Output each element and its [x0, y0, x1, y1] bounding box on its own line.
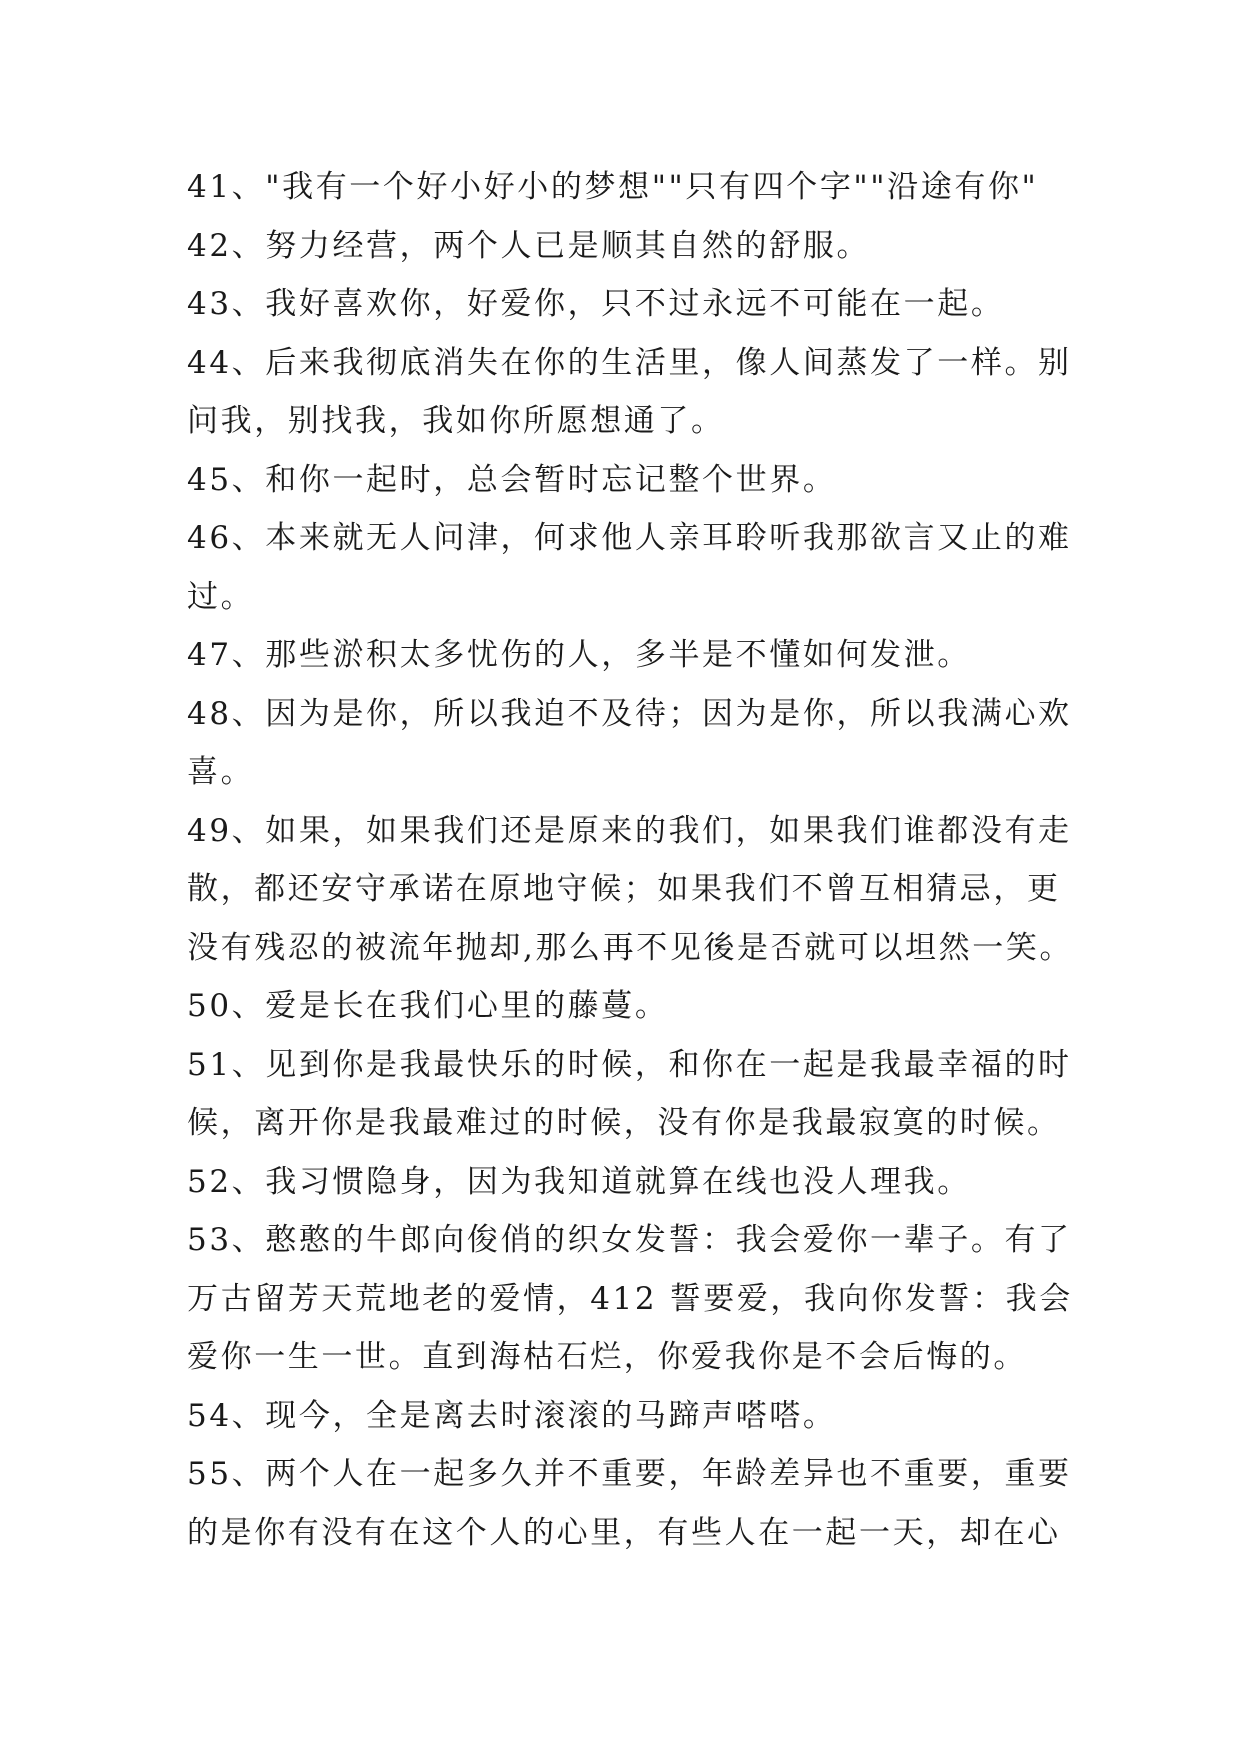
text-line: 散，都还安守承诺在原地守候；如果我们不曾互相猜忌，更 — [187, 871, 1061, 907]
text-line: 问我，别找我，我如你所愿想通了。 — [187, 403, 725, 439]
text-line: 43、我好喜欢你，好爱你，只不过永远不可能在一起。 — [187, 286, 1005, 322]
text-line: 48、因为是你，所以我迫不及待；因为是你，所以我满心欢 — [187, 695, 1072, 732]
document-body — [187, 158, 1074, 1562]
text-line: 54、现今，全是离去时滚滚的马蹄声嗒嗒。 — [187, 1397, 837, 1434]
text-line: 55、两个人在一起多久并不重要，年龄差异也不重要，重要 — [187, 1456, 1072, 1492]
text-line: 喜。 — [187, 754, 255, 790]
text-line: 50、爱是长在我们心里的藤蔓。 — [187, 988, 669, 1024]
text-line: 的是你有没有在这个人的心里，有些人在一起一天，却在心 — [187, 1514, 1061, 1551]
text-line: 46、本来就无人问津，何求他人亲耳聆听我那欲言又止的难 — [187, 520, 1072, 556]
text-line: 47、那些淤积太多忧伤的人，多半是不懂如何发泄。 — [187, 637, 971, 673]
text-line: 53、憨憨的牛郎向俊俏的织女发誓：我会爱你一辈子。有了 — [187, 1222, 1072, 1258]
text-line: 没有残忍的被流年抛却,那么再不见後是否就可以坦然一笑。 — [187, 929, 1074, 966]
text-line: 52、我习惯隐身，因为我知道就算在线也没人理我。 — [187, 1163, 971, 1200]
text-line: 候，离开你是我最难过的时候，没有你是我最寂寞的时候。 — [187, 1105, 1061, 1141]
text-line: 爱你一生一世。直到海枯石烂，你爱我你是不会后悔的。 — [187, 1339, 1027, 1375]
text-line: 41、"我有一个好小好小的梦想""只有四个字""沿途有你" — [187, 169, 1039, 205]
text-line: 42、努力经营，两个人已是顺其自然的舒服。 — [187, 227, 871, 264]
text-line: 44、后来我彻底消失在你的生活里，像人间蒸发了一样。别 — [187, 344, 1072, 381]
text-line: 过。 — [187, 578, 255, 615]
text-line: 49、如果，如果我们还是原来的我们，如果我们谁都没有走 — [187, 812, 1072, 849]
text-line: 45、和你一起时，总会暂时忘记整个世界。 — [187, 461, 837, 498]
text-line: 51、见到你是我最快乐的时候，和你在一起是我最幸福的时 — [187, 1046, 1072, 1083]
text-line: 万古留芳天荒地老的爱情，412 誓要爱，我向你发誓：我会 — [187, 1280, 1073, 1317]
